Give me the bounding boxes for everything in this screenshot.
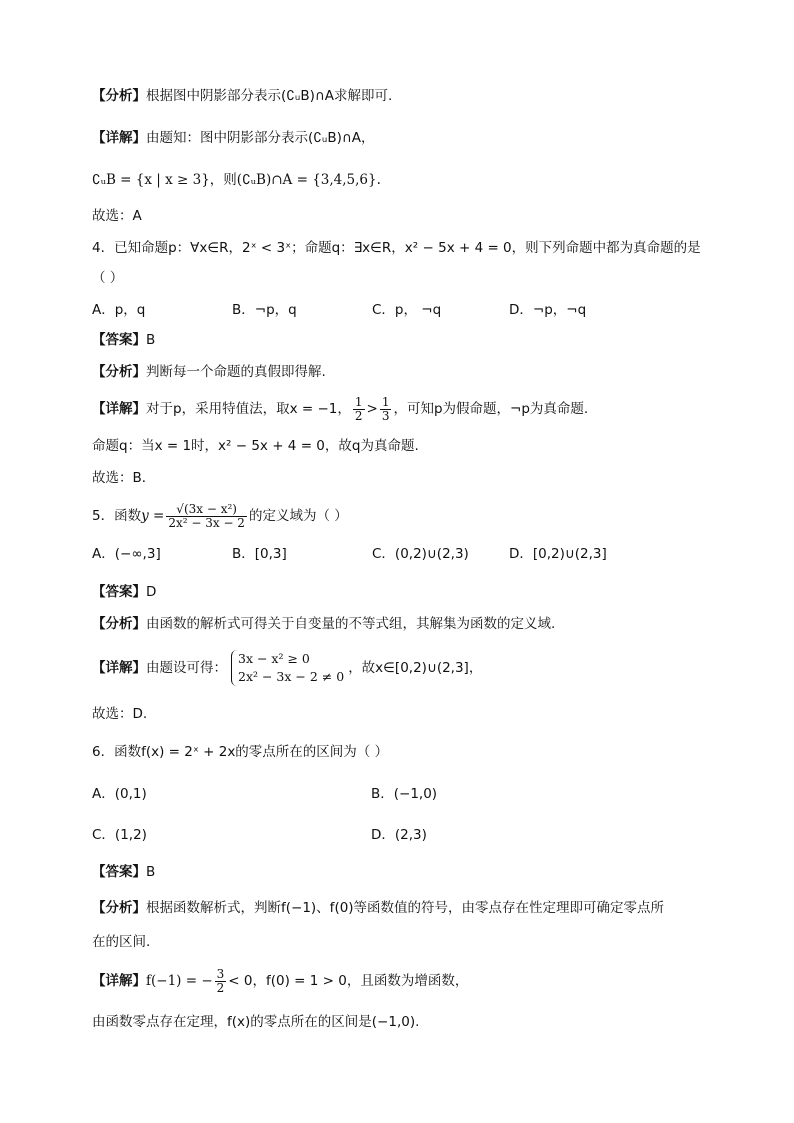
q4-detail: [92, 394, 714, 424]
option-b: B．(−1,0): [371, 786, 438, 802]
q5-analysis: [92, 614, 714, 634]
question-stem: 4．已知命题p：∀x∈R，2ˣ < 3ˣ；命题q：∃x∈R，x² − 5x + 4 = 0，则下列命题中都为真命题的是: [92, 240, 701, 256]
analysis-label: 【分析】: [92, 364, 146, 380]
option-d: D．[0,2)∪(2,3]: [509, 546, 607, 562]
q4-conclusion: [92, 468, 714, 488]
inequality-system: [231, 650, 344, 686]
detail-post: ，故x∈[0,2)∪(2,3]，: [348, 660, 483, 676]
inequality-2: 2x² − 3x − 2 ≠ 0: [238, 669, 345, 684]
detail-line: 由函数零点存在定理，f(x)的零点所在的区间是(−1,0).: [92, 1014, 420, 1030]
conclusion-text: 故选：B．: [92, 470, 156, 486]
q6-stem: [92, 742, 714, 762]
option-c: C．(0,2)∪(2,3): [372, 546, 469, 562]
fraction-den: 2: [216, 980, 225, 995]
answer-value: B: [146, 332, 156, 348]
fraction-num: 3: [216, 966, 225, 981]
q4-analysis: [92, 362, 714, 382]
q5-stem: [92, 500, 714, 532]
fraction-den: 3: [381, 408, 390, 423]
option-b: B．[0,3]: [232, 546, 287, 562]
answer-label: 【答案】: [92, 332, 146, 348]
answer-text: 故选：A: [92, 208, 142, 224]
q6-detail: [92, 966, 714, 996]
q6-analysis-cont: [92, 932, 714, 952]
q4-detail-line2: [92, 436, 714, 456]
analysis-label: 【分析】: [92, 616, 146, 632]
inequality-1: 3x − x² ≥ 0: [238, 651, 310, 666]
option-a: A．(−∞,3]: [92, 546, 161, 562]
option-b: B．¬p，q: [232, 302, 297, 318]
answer-label: 【答案】: [92, 584, 146, 600]
analysis-text: 由函数的解析式可得关于自变量的不等式组，其解集为函数的定义域.: [146, 616, 556, 632]
fraction-half: [353, 396, 365, 423]
function-lhs: y =: [141, 508, 165, 524]
q4-stem: [92, 238, 714, 258]
detail-post: ，可知p为假命题，¬p为真命题.: [393, 401, 589, 417]
analysis-label: 【分析】: [92, 88, 146, 104]
q3-detail-line3: [92, 170, 714, 190]
answer-value: B: [146, 864, 156, 880]
q3-analysis: [92, 86, 714, 106]
q3-detail: [92, 128, 714, 148]
stem-post: 的定义域为（ ）: [248, 508, 348, 524]
detail-pre: 对于p，采用特值法，取x = −1，: [146, 401, 351, 417]
analysis-text: 根据函数解析式，判断f(−1)、f(0)等函数值的符号，由零点存在性定理即可确定零点所: [146, 900, 665, 916]
fraction-num: 1: [354, 394, 363, 409]
option-d: D．¬p，¬q: [509, 302, 587, 318]
analysis-text: 根据图中阴影部分表示(∁ᵤB)∩A求解即可.: [146, 88, 393, 104]
q3-answer: [92, 206, 714, 226]
analysis-label: 【分析】: [92, 900, 146, 916]
detail-pre: f(−1) = −: [146, 973, 213, 989]
function-denominator: 2x² − 3x − 2: [168, 515, 245, 530]
option-c: C．p， ¬q: [372, 302, 442, 318]
question-stem: 6．函数f(x) = 2ˣ + 2x的零点所在的区间为（ ）: [92, 744, 389, 760]
q6-answer: [92, 862, 714, 882]
detail-label: 【详解】: [92, 660, 146, 676]
detail-label: 【详解】: [92, 401, 146, 417]
option-d: D．(2,3): [371, 827, 427, 843]
function-numerator: √(3x − x²): [166, 503, 247, 517]
analysis-cont: 在的区间.: [92, 934, 151, 950]
fraction-num: 1: [381, 394, 390, 409]
stem-pre: 5．函数: [92, 508, 142, 524]
q6-analysis: [92, 898, 714, 918]
q4-stem-cont: [92, 268, 714, 288]
detail-label: 【详解】: [92, 130, 146, 146]
conclusion-text: 故选：D.: [92, 706, 148, 722]
answer-label: 【答案】: [92, 864, 146, 880]
detail-label: 【详解】: [92, 973, 146, 989]
detail-pre: 由题设可得：: [146, 660, 227, 676]
q6-detail-line2: [92, 1012, 714, 1032]
q5-detail: [92, 648, 714, 688]
fraction-den: 2: [354, 408, 363, 423]
detail-line: 命题q：当x = 1时，x² − 5x + 4 = 0，故q为真命题.: [92, 438, 419, 454]
detail-text: 由题知：图中阴影部分表示(∁ᵤB)∩A，: [146, 130, 375, 146]
option-a: A．(0,1): [92, 786, 147, 802]
option-c: C．(1,2): [92, 827, 147, 843]
detail-formula: ∁ᵤB = {x | x ≥ 3}，则(∁ᵤB)∩A = {3,4,5,6}.: [92, 172, 381, 188]
option-a: A．p，q: [92, 302, 146, 318]
fraction-three-halves: [215, 968, 227, 995]
answer-value: D: [146, 584, 157, 600]
fraction-third: [380, 396, 392, 423]
q5-answer: [92, 582, 714, 602]
q5-conclusion: [92, 704, 714, 724]
question-paren: （ ）: [92, 270, 124, 286]
detail-post: < 0，f(0) = 1 > 0，且函数为增函数，: [228, 973, 469, 989]
q4-answer: [92, 330, 714, 350]
function-fraction: [166, 503, 247, 530]
analysis-text: 判断每一个命题的真假即得解.: [146, 364, 326, 380]
greater-than: >: [366, 401, 378, 417]
